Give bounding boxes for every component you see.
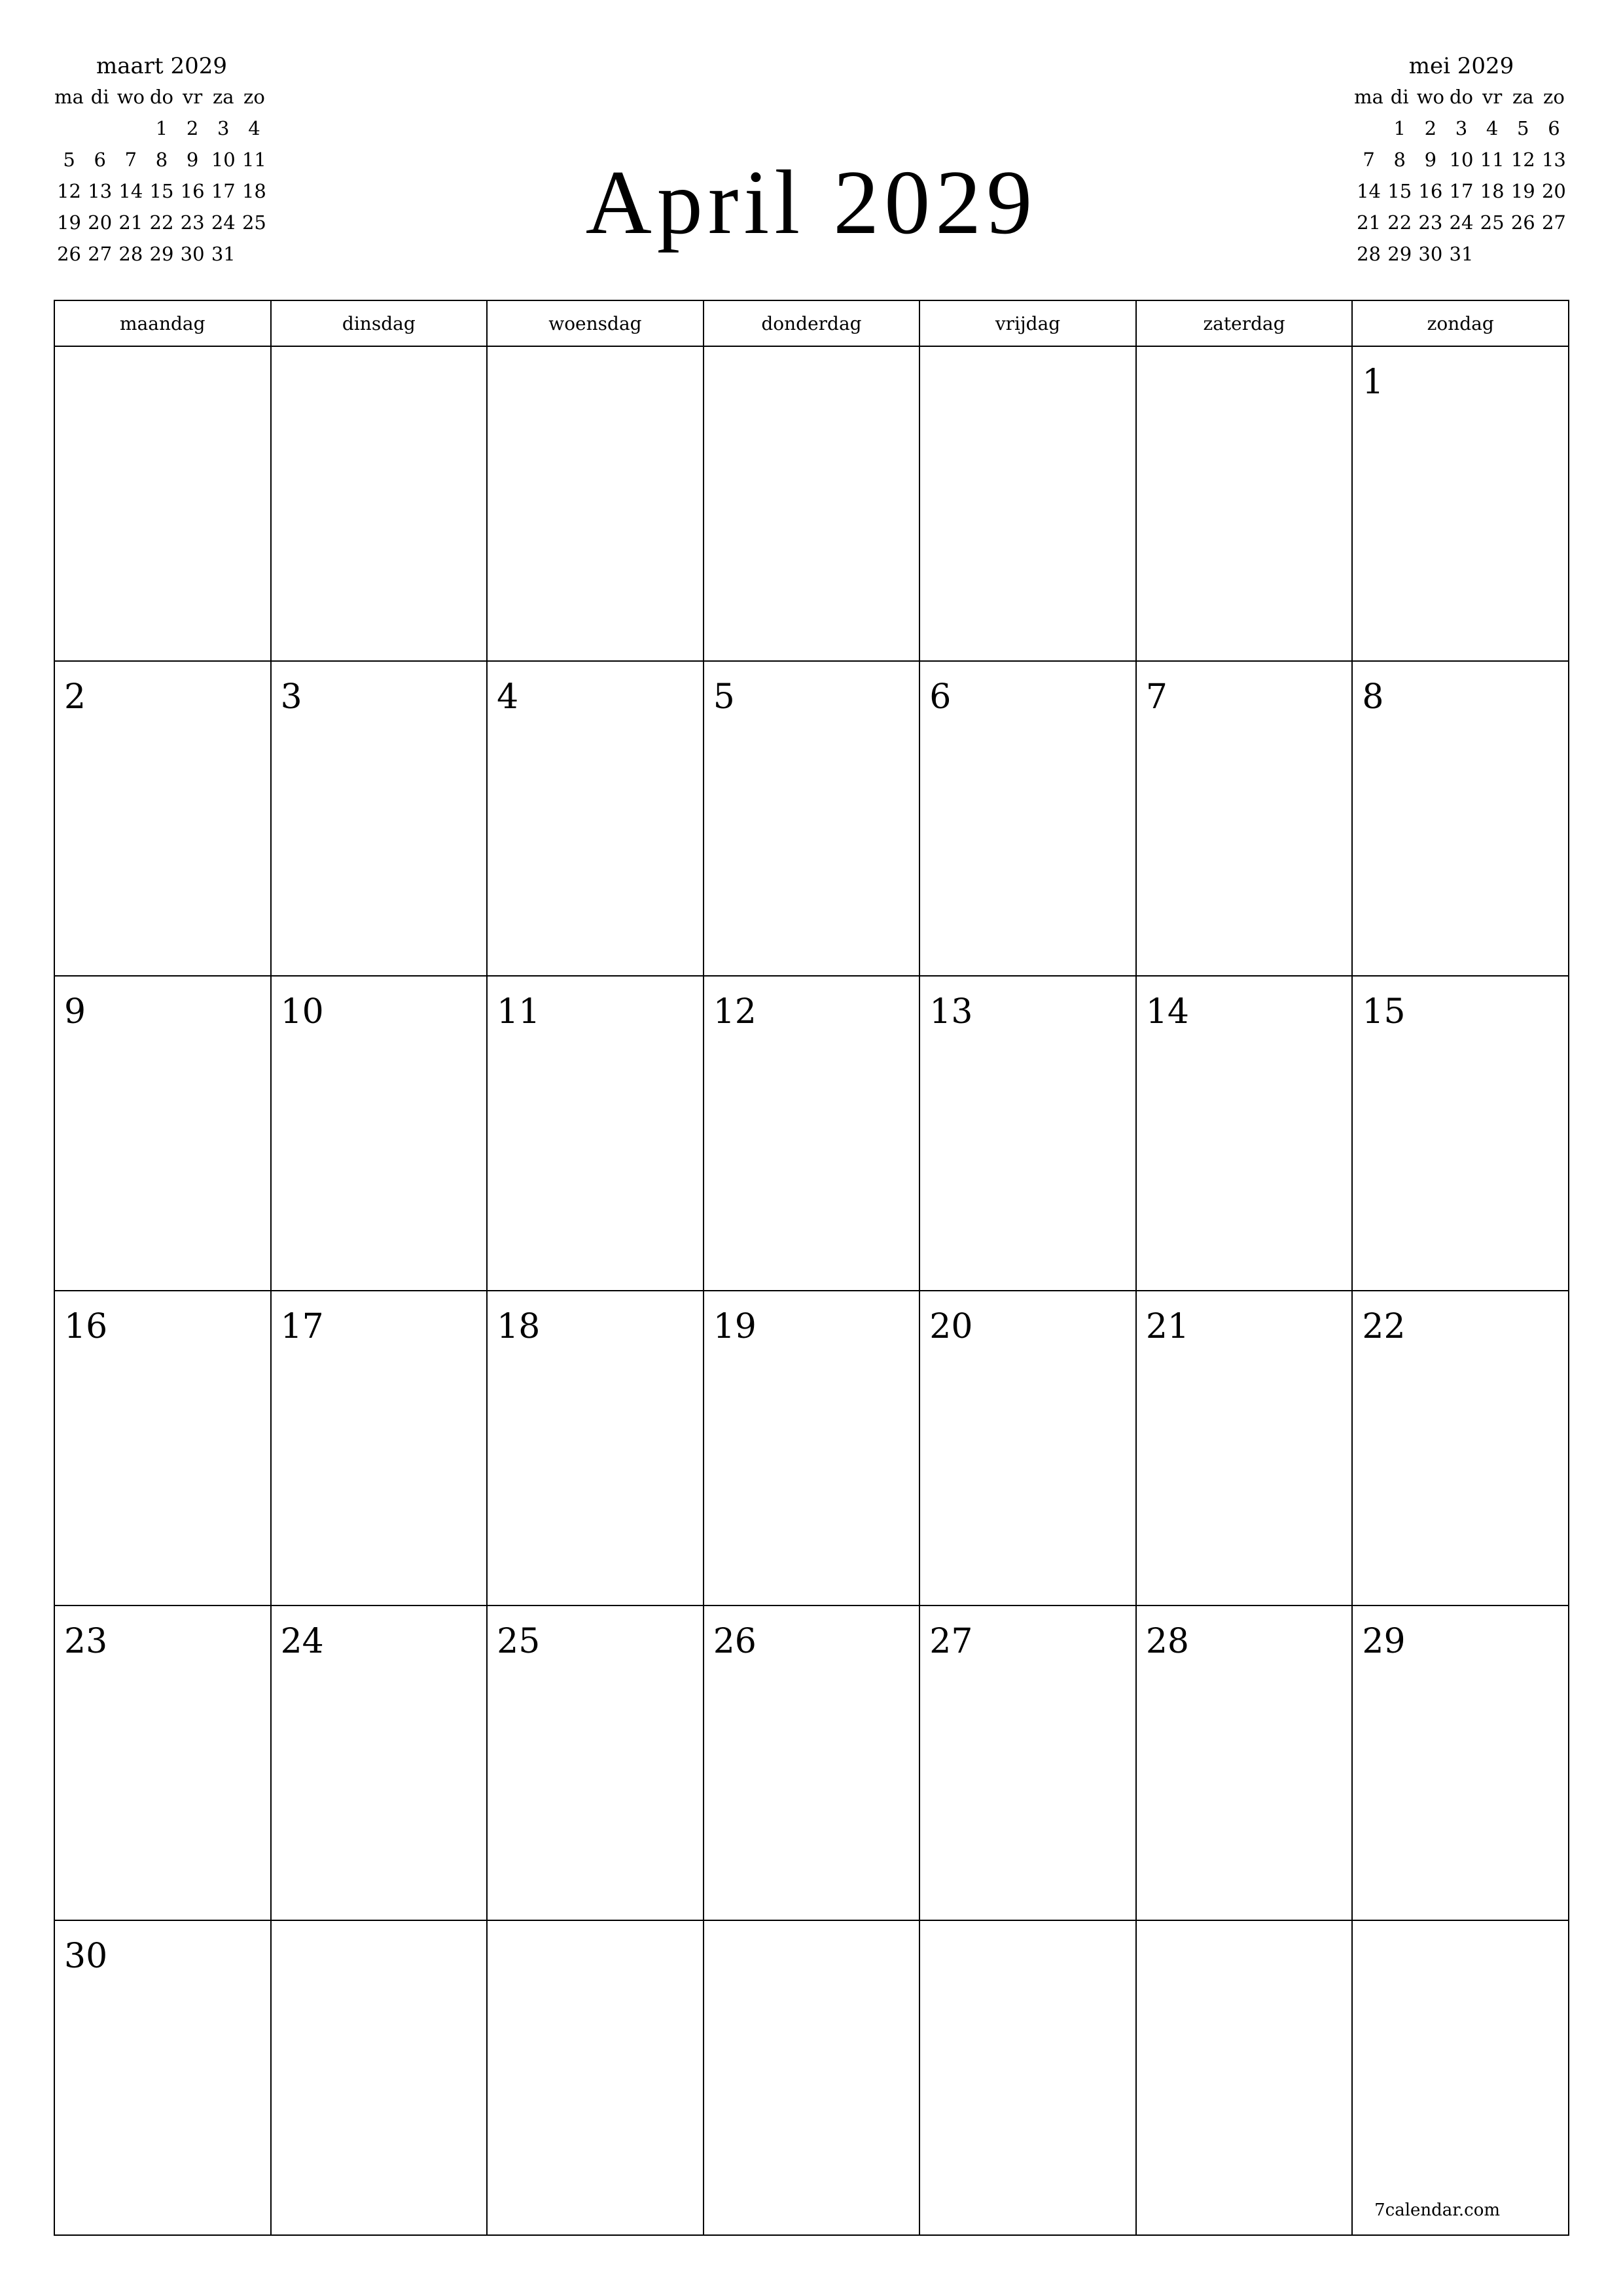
- mini-weekday: do: [1449, 86, 1473, 108]
- day-cell[interactable]: [54, 1291, 271, 1605]
- day-cell[interactable]: [54, 661, 271, 976]
- day-cell[interactable]: [704, 1605, 920, 1920]
- day-cell[interactable]: [487, 976, 704, 1291]
- day-cell[interactable]: [919, 346, 1136, 661]
- day-cell[interactable]: [271, 1920, 488, 2235]
- mini-day: 23: [180, 211, 205, 234]
- mini-weekday-row: [54, 81, 270, 113]
- day-cell[interactable]: [1352, 346, 1569, 661]
- mini-day: [1477, 238, 1508, 270]
- day-number: 21: [1145, 1307, 1189, 1346]
- mini-day: [54, 113, 84, 144]
- day-number: 6: [929, 677, 952, 717]
- day-cell[interactable]: [1136, 976, 1353, 1291]
- day-number: 14: [1145, 992, 1189, 1031]
- weekday-header: woensdag: [487, 300, 704, 346]
- mini-day: 21: [118, 211, 143, 234]
- day-cell[interactable]: [704, 661, 920, 976]
- mini-day: 31: [211, 243, 236, 265]
- mini-day: 20: [88, 211, 113, 234]
- day-cell[interactable]: [919, 976, 1136, 1291]
- mini-day: 1: [155, 117, 168, 139]
- day-cell[interactable]: [704, 976, 920, 1291]
- mini-day: 9: [1424, 149, 1437, 171]
- mini-day: 31: [1449, 243, 1474, 265]
- day-number: [920, 347, 1135, 365]
- mini-day: 21: [1357, 211, 1382, 234]
- mini-day: 29: [1387, 243, 1412, 265]
- footer-credit[interactable]: 7calendar.com: [1374, 2200, 1500, 2220]
- mini-weekday: wo: [116, 86, 145, 108]
- mini-day: 14: [1357, 180, 1382, 202]
- mini-day: [84, 113, 115, 144]
- mini-day: 18: [241, 180, 266, 202]
- mini-weekday: ma: [1354, 86, 1383, 108]
- mini-day: 11: [1480, 149, 1505, 171]
- day-cell[interactable]: [54, 1605, 271, 1920]
- day-number: [704, 347, 919, 365]
- mini-week-row: [54, 113, 270, 144]
- day-cell[interactable]: [54, 1920, 271, 2235]
- day-cell[interactable]: [487, 1920, 704, 2235]
- day-cell[interactable]: [919, 1291, 1136, 1605]
- day-number: 16: [64, 1307, 108, 1346]
- week-row: [54, 661, 1569, 976]
- day-cell[interactable]: [487, 1291, 704, 1605]
- mini-day: 28: [1357, 243, 1382, 265]
- mini-day: 29: [149, 243, 174, 265]
- day-cell[interactable]: [704, 1291, 920, 1605]
- mini-weekday: ma: [54, 86, 84, 108]
- day-cell[interactable]: [1136, 1605, 1353, 1920]
- mini-week-row: [1353, 207, 1569, 238]
- mini-day: 10: [1449, 149, 1474, 171]
- mini-day: 4: [1486, 117, 1499, 139]
- page-title: April 2029: [585, 152, 1038, 253]
- mini-day: 13: [88, 180, 113, 202]
- day-cell[interactable]: [1136, 346, 1353, 661]
- mini-day: 4: [248, 117, 260, 139]
- mini-weekday: vr: [1482, 86, 1503, 108]
- day-cell[interactable]: [704, 346, 920, 661]
- mini-day: 26: [57, 243, 82, 265]
- mini-day: 5: [63, 149, 75, 171]
- day-number: 4: [497, 677, 519, 717]
- day-cell[interactable]: [1136, 661, 1353, 976]
- week-row: [54, 1920, 1569, 2235]
- month-grid: [54, 300, 1569, 2236]
- mini-week-row: [1353, 144, 1569, 175]
- week-row: [54, 346, 1569, 661]
- mini-weekday-row: [1353, 81, 1569, 113]
- day-cell[interactable]: [1352, 1291, 1569, 1605]
- weekday-header: dinsdag: [271, 300, 488, 346]
- day-cell[interactable]: [1352, 661, 1569, 976]
- day-number: [920, 1921, 1135, 1939]
- week-row: [54, 1291, 1569, 1605]
- day-cell[interactable]: [1136, 1920, 1353, 2235]
- mini-day: 24: [1449, 211, 1474, 234]
- mini-day: 5: [1517, 117, 1529, 139]
- mini-day: 13: [1541, 149, 1566, 171]
- mini-day: 1: [1393, 117, 1406, 139]
- mini-weekday: za: [212, 86, 234, 108]
- mini-weekday: za: [1512, 86, 1534, 108]
- day-cell[interactable]: [271, 346, 488, 661]
- day-number: [704, 1921, 919, 1939]
- day-number: 24: [280, 1622, 324, 1661]
- mini-day: 2: [186, 117, 199, 139]
- weekday-header: maandag: [54, 300, 271, 346]
- mini-day: 27: [1541, 211, 1566, 234]
- weekday-header: zaterdag: [1136, 300, 1353, 346]
- day-number: [1137, 1921, 1352, 1939]
- day-number: 7: [1145, 677, 1168, 717]
- mini-day: 6: [1548, 117, 1560, 139]
- mini-day: [115, 113, 146, 144]
- mini-day: 28: [118, 243, 143, 265]
- day-cell[interactable]: [271, 1605, 488, 1920]
- mini-weekday: zo: [243, 86, 265, 108]
- day-number: [272, 1921, 487, 1939]
- mini-calendar-title: maart 2029: [96, 53, 228, 79]
- mini-day: 8: [1393, 149, 1406, 171]
- weekday-header: donderdag: [704, 300, 920, 346]
- day-cell[interactable]: [919, 1920, 1136, 2235]
- mini-day: 8: [155, 149, 168, 171]
- day-number: 13: [929, 992, 973, 1031]
- day-cell[interactable]: [271, 661, 488, 976]
- day-number: 1: [1362, 363, 1384, 402]
- mini-day: 16: [180, 180, 205, 202]
- day-cell[interactable]: [271, 1291, 488, 1605]
- day-number: 28: [1145, 1622, 1189, 1661]
- mini-day: 17: [1449, 180, 1474, 202]
- day-number: [272, 347, 487, 365]
- day-number: [1137, 347, 1352, 365]
- day-cell[interactable]: [487, 1605, 704, 1920]
- mini-weekday: zo: [1543, 86, 1565, 108]
- mini-day: 15: [149, 180, 174, 202]
- weekday-header: vrijdag: [919, 300, 1136, 346]
- mini-week-row: [1353, 113, 1569, 144]
- mini-day: 22: [1387, 211, 1412, 234]
- mini-weekday: do: [149, 86, 173, 108]
- day-cell[interactable]: [271, 976, 488, 1291]
- day-number: 5: [713, 677, 735, 717]
- day-cell[interactable]: [919, 1605, 1136, 1920]
- mini-day: 15: [1387, 180, 1412, 202]
- day-number: 15: [1362, 992, 1406, 1031]
- day-number: 26: [713, 1622, 757, 1661]
- mini-day: 3: [1455, 117, 1468, 139]
- day-number: [55, 347, 270, 365]
- mini-day: 6: [94, 149, 106, 171]
- day-number: 10: [280, 992, 324, 1031]
- day-number: 19: [713, 1307, 757, 1346]
- day-cell[interactable]: [54, 976, 271, 1291]
- day-cell[interactable]: [1136, 1291, 1353, 1605]
- mini-day: 3: [217, 117, 230, 139]
- day-cell[interactable]: [1352, 1920, 1569, 2235]
- weekday-header-row: [54, 300, 1569, 346]
- mini-day: 16: [1418, 180, 1443, 202]
- mini-weekday: wo: [1416, 86, 1444, 108]
- mini-day: 9: [186, 149, 199, 171]
- day-cell[interactable]: [487, 661, 704, 976]
- mini-weekday: di: [90, 86, 109, 108]
- mini-day: 2: [1424, 117, 1437, 139]
- day-cell[interactable]: [487, 346, 704, 661]
- mini-day: 30: [180, 243, 205, 265]
- day-number: 22: [1362, 1307, 1406, 1346]
- day-number: 25: [497, 1622, 541, 1661]
- day-number: 30: [64, 1937, 108, 1976]
- mini-day: [1508, 238, 1539, 270]
- day-number: 3: [280, 677, 302, 717]
- mini-weekday: di: [1390, 86, 1409, 108]
- day-cell[interactable]: [704, 1920, 920, 2235]
- mini-day: 23: [1418, 211, 1443, 234]
- day-number: [488, 347, 703, 365]
- mini-day: 10: [211, 149, 236, 171]
- day-cell[interactable]: [1352, 976, 1569, 1291]
- mini-day: 14: [118, 180, 143, 202]
- day-number: [1353, 1921, 1568, 1939]
- mini-calendar-next: [1353, 51, 1569, 270]
- mini-day: [1353, 113, 1384, 144]
- day-cell[interactable]: [1352, 1605, 1569, 1920]
- mini-day: 7: [124, 149, 137, 171]
- weekday-header: zondag: [1352, 300, 1569, 346]
- mini-day: [1539, 238, 1569, 270]
- mini-day: 30: [1418, 243, 1443, 265]
- mini-week-row: [1353, 238, 1569, 270]
- mini-day: 19: [57, 211, 82, 234]
- mini-day: 24: [211, 211, 236, 234]
- day-cell[interactable]: [54, 346, 271, 661]
- mini-day: 20: [1541, 180, 1566, 202]
- day-number: 11: [497, 992, 541, 1031]
- mini-day: 26: [1510, 211, 1535, 234]
- mini-calendar-title: mei 2029: [1408, 53, 1514, 79]
- mini-day: 22: [149, 211, 174, 234]
- day-number: 8: [1362, 677, 1384, 717]
- day-number: 27: [929, 1622, 973, 1661]
- day-number: [488, 1921, 703, 1939]
- mini-weekday: vr: [183, 86, 203, 108]
- day-number: 9: [64, 992, 86, 1031]
- day-number: 12: [713, 992, 757, 1031]
- day-number: 2: [64, 677, 86, 717]
- mini-calendar-grid: [1353, 81, 1569, 270]
- week-row: [54, 1605, 1569, 1920]
- mini-day: 17: [211, 180, 236, 202]
- mini-day: 27: [88, 243, 113, 265]
- mini-week-row: [1353, 175, 1569, 207]
- mini-day: 7: [1363, 149, 1375, 171]
- mini-day: 19: [1510, 180, 1535, 202]
- mini-day: 12: [57, 180, 82, 202]
- day-cell[interactable]: [919, 661, 1136, 976]
- day-number: 17: [280, 1307, 324, 1346]
- day-number: 20: [929, 1307, 973, 1346]
- day-number: 29: [1362, 1622, 1406, 1661]
- day-number: 23: [64, 1622, 108, 1661]
- mini-day: 12: [1510, 149, 1535, 171]
- mini-day: 11: [241, 149, 266, 171]
- day-number: 18: [497, 1307, 541, 1346]
- mini-day: 25: [241, 211, 266, 234]
- mini-day: 18: [1480, 180, 1505, 202]
- week-row: [54, 976, 1569, 1291]
- mini-day: 25: [1480, 211, 1505, 234]
